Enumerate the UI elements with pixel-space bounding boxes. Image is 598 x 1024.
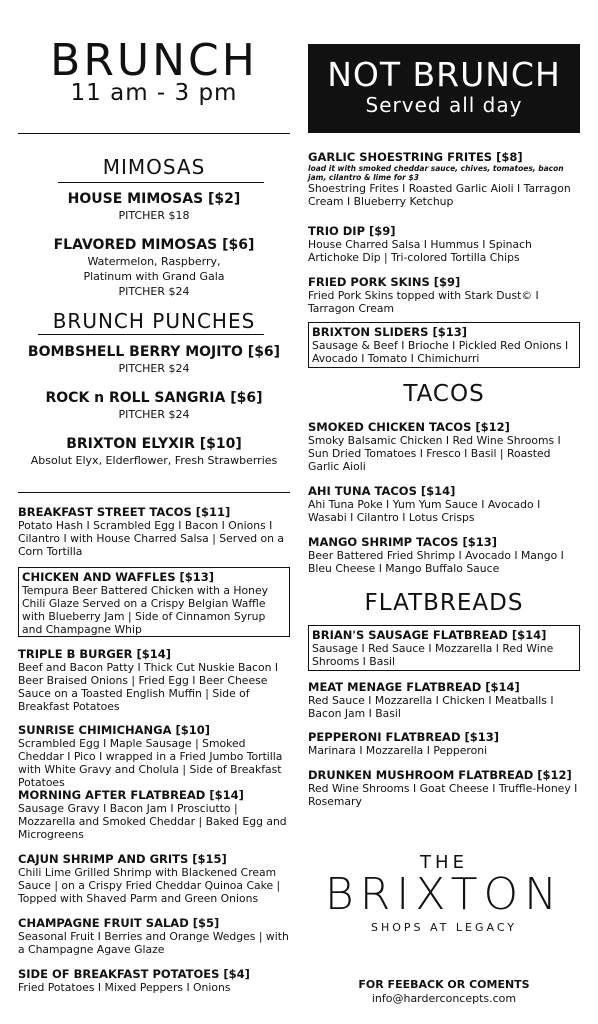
item-title: BRIAN'S SAUSAGE FLATBREAD [$14] <box>312 628 547 642</box>
item-description: Sausage & Beef I Brioche I Pickled Red Onions I Avocado I Tomato I Chimichurri <box>312 339 569 365</box>
item-title: TRIO DIP [$9] <box>308 224 396 238</box>
menu-item <box>18 647 290 713</box>
item-description: Red Wine Shrooms I Goat Cheese I Truffle-Honey I Rosemary <box>308 782 578 808</box>
item-description: Potato Hash I Scrambled Egg I Bacon I Onions I Cilantro I with House Charred Salsa | Served on a Corn Tortilla <box>18 519 285 558</box>
item-description: Red Sauce I Mozzarella I Chicken I Meatballs I Bacon Jam I Basil <box>308 694 554 720</box>
item-title: MANGO SHRIMP TACOS [$13] <box>308 535 497 549</box>
menu-item <box>18 916 290 956</box>
item-title: AHI TUNA TACOS [$14] <box>308 484 456 498</box>
drink-item <box>18 236 290 299</box>
menu-item <box>18 852 290 905</box>
item-description: Marinara I Mozzarella I Pepperoni <box>308 744 488 757</box>
menu-item <box>308 484 580 524</box>
menu-item-featured <box>18 567 290 637</box>
menu-item <box>308 535 580 575</box>
item-title: CHAMPAGNE FRUIT SALAD [$5] <box>18 916 220 930</box>
item-title: SUNRISE CHIMICHANGA [$10] <box>18 723 211 737</box>
menu-item <box>18 505 290 558</box>
drink-item <box>18 435 290 468</box>
feedback-email[interactable]: info@harderconcepts.com <box>371 992 517 1005</box>
drink-title: BRIXTON ELYXIR [$10] <box>66 436 242 452</box>
drink-title: FLAVORED MIMOSAS [$6] <box>53 237 255 253</box>
not-brunch-title: NOT BRUNCH <box>327 55 561 94</box>
menu-item <box>18 788 290 841</box>
drink-item <box>18 343 290 376</box>
item-title: DRUNKEN MUSHROOM FLATBREAD [$12] <box>308 768 572 782</box>
item-description: Sausage I Red Sauce I Mozzarella I Red Wine Shrooms I Basil <box>312 642 554 668</box>
item-description: Tempura Beer Battered Chicken with a Honey Chili Glaze Served on a Crispy Belgian Waffle with Blueberry Jam | Side of Cinnamon Syrup and Champagne Whip <box>22 584 269 636</box>
drink-detail: Absolut Elyx, Elderflower, Fresh Strawberries <box>30 454 278 467</box>
not-brunch-subtitle: Served all day <box>365 93 523 117</box>
menu-item-featured <box>308 625 580 671</box>
item-title: GARLIC SHOESTRING FRITES [$8] <box>308 150 523 164</box>
item-title: BREAKFAST STREET TACOS [$11] <box>18 505 231 519</box>
item-title: CAJUN SHRIMP AND GRITS [$15] <box>18 852 227 866</box>
item-title: FRIED PORK SKINS [$9] <box>308 275 461 289</box>
drink-item <box>18 389 290 422</box>
drink-detail: Platinum with Grand Gala <box>83 270 225 283</box>
drink-title: BOMBSHELL BERRY MOJITO [$6] <box>27 344 281 360</box>
menu-item <box>308 275 580 315</box>
mimosas-heading: MIMOSAS <box>102 155 206 179</box>
drink-detail: PITCHER $24 <box>118 285 190 298</box>
menu-item <box>308 680 580 720</box>
item-title: MORNING AFTER FLATBREAD [$14] <box>18 788 244 802</box>
drink-detail: Watermelon, Raspberry, <box>87 255 221 268</box>
item-description: Smoky Balsamic Chicken I Red Wine Shrooms I Sun Dried Tomatoes I Fresco I Basil | Roasted Garlic Aioli <box>308 434 561 473</box>
logo-the: THE <box>420 852 468 873</box>
feedback-block <box>308 978 580 1006</box>
item-description: Scrambled Egg I Maple Sausage | Smoked Cheddar I Pico I wrapped in a Fried Jumbo Tortilla with White Gravy and Cholula | Side of Breakfast Potatoes <box>18 737 283 789</box>
menu-item <box>308 730 580 757</box>
drink-detail: PITCHER $24 <box>118 408 190 421</box>
tacos-heading: TACOS <box>403 381 485 407</box>
item-title: PEPPERONI FLATBREAD [$13] <box>308 730 500 744</box>
brunch-hours: 11 am - 3 pm <box>70 80 238 106</box>
item-description: Sausage Gravy I Bacon Jam I Prosciutto | Mozzarella and Smoked Cheddar | Baked Egg and Microgreens <box>18 802 287 841</box>
menu-item <box>18 723 290 789</box>
menu-item <box>308 768 580 808</box>
item-title: BRIXTON SLIDERS [$13] <box>312 325 467 339</box>
item-description: Chili Lime Grilled Shrimp with Blackened Cream Sauce | on a Crispy Fried Cheddar Quinoa Cake | Topped with Shaved Parm and Green Onions <box>18 866 281 905</box>
menu-item-featured <box>308 322 580 368</box>
punches-heading: BRUNCH PUNCHES <box>52 309 256 333</box>
feedback-title: FOR FEEBACK OR COMENTS <box>358 978 530 991</box>
item-title: TRIPLE B BURGER [$14] <box>18 647 171 661</box>
brixton-logo: BRIXTON <box>324 869 564 920</box>
logo-subtitle: SHOPS AT LEGACY <box>370 921 518 934</box>
item-description: Beer Battered Fried Shrimp I Avocado I Mango I Bleu Cheese I Mango Buffalo Sauce <box>308 549 564 575</box>
item-description: Shoestring Frites I Roasted Garlic Aioli I Tarragon Cream I Blueberry Ketchup <box>308 182 571 208</box>
item-title: CHICKEN AND WAFFLES [$13] <box>22 570 215 584</box>
divider <box>18 492 290 493</box>
item-title: SMOKED CHICKEN TACOS [$12] <box>308 420 510 434</box>
item-description: House Charred Salsa I Hummus I Spinach Artichoke Dip | Tri-colored Tortilla Chips <box>308 238 532 264</box>
drink-detail: PITCHER $24 <box>118 362 190 375</box>
drink-detail: PITCHER $18 <box>118 209 190 222</box>
item-description: Fried Pork Skins topped with Stark Dust© I Tarragon Cream <box>308 289 539 315</box>
brunch-title: BRUNCH <box>50 35 258 86</box>
drink-item <box>18 190 290 223</box>
drink-title: HOUSE MIMOSAS [$2] <box>67 191 241 207</box>
menu-item <box>308 420 580 473</box>
menu-item <box>308 224 580 264</box>
item-description: Ahi Tuna Poke I Yum Yum Sauce I Avocado I Wasabi I Cilantro I Lotus Crisps <box>308 498 541 524</box>
not-brunch-banner <box>308 44 580 133</box>
item-description: Beef and Bacon Patty I Thick Cut Nuskie Bacon I Beer Braised Onions | Fried Egg I Beer Cheese Sauce on a Toasted English Muffin | Side of Breakfast Potatoes <box>18 661 279 713</box>
item-title: MEAT MENAGE FLATBREAD [$14] <box>308 680 520 694</box>
item-description: Seasonal Fruit I Berries and Orange Wedges | with a Champagne Agave Glaze <box>18 930 289 956</box>
menu-item <box>308 150 580 208</box>
item-description: Fried Potatoes I Mixed Peppers I Onions <box>18 981 231 994</box>
divider <box>58 182 264 183</box>
divider <box>38 334 264 335</box>
menu-item <box>18 967 290 994</box>
item-note: load it with smoked cheddar sauce, chives, tomatoes, bacon jam, cilantro & lime for $3 <box>308 164 564 182</box>
item-title: SIDE OF BREAKFAST POTATOES [$4] <box>18 967 250 981</box>
divider <box>18 133 290 134</box>
drink-title: ROCK n ROLL SANGRIA [$6] <box>45 390 263 406</box>
flatbreads-heading: FLATBREADS <box>364 590 524 616</box>
